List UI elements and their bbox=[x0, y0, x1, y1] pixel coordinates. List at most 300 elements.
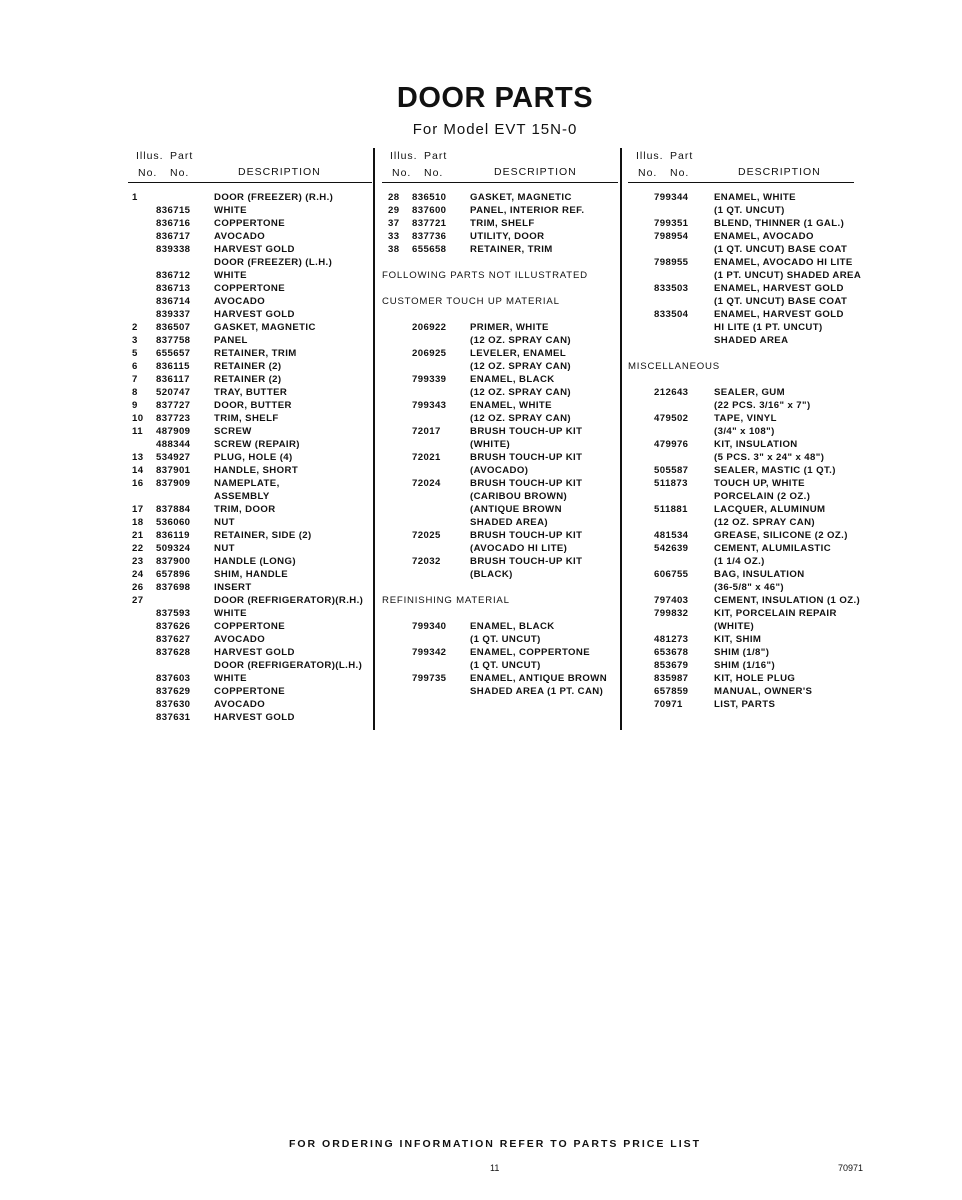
part-number: 837909 bbox=[156, 478, 191, 489]
table-row bbox=[128, 464, 372, 477]
part-description: NUT bbox=[214, 543, 235, 554]
part-description: RETAINER (2) bbox=[214, 374, 282, 385]
ordering-note: FOR ORDERING INFORMATION REFER TO PARTS PRICE LIST bbox=[288, 1138, 702, 1150]
table-row bbox=[128, 607, 372, 620]
part-number: 833504 bbox=[654, 309, 689, 320]
header-illus-no: No. bbox=[138, 167, 158, 179]
part-number: 836715 bbox=[156, 205, 191, 216]
part-description: BRUSH TOUCH-UP KIT bbox=[470, 426, 583, 437]
table-row bbox=[128, 217, 372, 230]
table-row bbox=[628, 334, 854, 347]
part-number: 487909 bbox=[156, 426, 191, 437]
section-heading: FOLLOWING PARTS NOT ILLUSTRATED bbox=[382, 270, 588, 281]
table-row bbox=[128, 477, 372, 490]
header-part: Part bbox=[170, 150, 194, 162]
column-header bbox=[382, 148, 618, 183]
table-row bbox=[628, 438, 854, 451]
part-number: 655658 bbox=[412, 244, 447, 255]
part-description: (CARIBOU BROWN) bbox=[470, 491, 568, 502]
table-row bbox=[128, 711, 372, 724]
table-row bbox=[128, 646, 372, 659]
table-row bbox=[628, 399, 854, 412]
table-row bbox=[628, 659, 854, 672]
part-number: 837631 bbox=[156, 712, 191, 723]
table-row bbox=[628, 646, 854, 659]
part-description: PORCELAIN (2 OZ.) bbox=[714, 491, 811, 502]
parts-column-1 bbox=[128, 148, 372, 724]
table-row bbox=[628, 217, 854, 230]
table-row bbox=[382, 646, 618, 659]
table-row bbox=[382, 659, 618, 672]
part-number: 511873 bbox=[654, 478, 688, 489]
part-description: WHITE bbox=[214, 270, 247, 281]
part-description: (AVOCADO) bbox=[470, 465, 529, 476]
illus-number: 11 bbox=[132, 426, 143, 437]
part-number: 836115 bbox=[156, 361, 190, 372]
table-row bbox=[382, 334, 618, 347]
part-description: BRUSH TOUCH-UP KIT bbox=[470, 452, 583, 463]
part-description: (5 PCS. 3" x 24" x 48") bbox=[714, 452, 825, 463]
section-heading: REFINISHING MATERIAL bbox=[382, 595, 510, 606]
table-row bbox=[382, 191, 618, 204]
part-number: 837884 bbox=[156, 504, 191, 515]
part-description: NUT bbox=[214, 517, 235, 528]
table-row bbox=[382, 360, 618, 373]
part-number: 72024 bbox=[412, 478, 441, 489]
table-row bbox=[382, 633, 618, 646]
column-divider bbox=[373, 148, 375, 730]
part-number: 505587 bbox=[654, 465, 689, 476]
part-description: DOOR, BUTTER bbox=[214, 400, 292, 411]
table-row bbox=[128, 529, 372, 542]
table-row bbox=[628, 685, 854, 698]
illus-number: 24 bbox=[132, 569, 144, 580]
illus-number: 22 bbox=[132, 543, 144, 554]
table-row bbox=[382, 529, 618, 542]
part-description: (12 OZ. SPRAY CAN) bbox=[470, 413, 572, 424]
table-row bbox=[628, 516, 854, 529]
part-number: 212643 bbox=[654, 387, 689, 398]
part-number: 206925 bbox=[412, 348, 447, 359]
table-row bbox=[128, 659, 372, 672]
part-description: KIT, PORCELAIN REPAIR bbox=[714, 608, 837, 619]
part-description: (22 PCS. 3/16" x 7") bbox=[714, 400, 811, 411]
table-row bbox=[128, 620, 372, 633]
part-description: INSERT bbox=[214, 582, 252, 593]
table-row bbox=[128, 633, 372, 646]
part-number: 542639 bbox=[654, 543, 689, 554]
header-part-no: No. bbox=[170, 167, 190, 179]
part-description: DOOR (FREEZER) (R.H.) bbox=[214, 192, 334, 203]
part-number: 839338 bbox=[156, 244, 191, 255]
table-row bbox=[128, 399, 372, 412]
model-subtitle: For Model EVT 15N-0 bbox=[412, 121, 578, 138]
part-number: 799735 bbox=[412, 673, 447, 684]
part-description: BAG, INSULATION bbox=[714, 569, 805, 580]
table-row bbox=[628, 581, 854, 594]
part-description: AVOCADO bbox=[214, 231, 266, 242]
part-number: 837721 bbox=[412, 218, 447, 229]
illus-number: 9 bbox=[132, 400, 138, 411]
illus-number: 5 bbox=[132, 348, 138, 359]
part-description: TRAY, BUTTER bbox=[214, 387, 288, 398]
illus-number: 21 bbox=[132, 530, 144, 541]
part-description: ENAMEL, BLACK bbox=[470, 374, 555, 385]
part-number: 657896 bbox=[156, 569, 191, 580]
part-description: (AVOCADO HI LITE) bbox=[470, 543, 568, 554]
part-number: 836510 bbox=[412, 192, 447, 203]
part-number: 836713 bbox=[156, 283, 191, 294]
part-description: SEALER, MASTIC (1 QT.) bbox=[714, 465, 836, 476]
header-description: DESCRIPTION bbox=[238, 166, 321, 178]
table-row bbox=[382, 412, 618, 425]
illus-number: 38 bbox=[388, 244, 400, 255]
part-number: 797403 bbox=[654, 595, 689, 606]
illus-number: 13 bbox=[132, 452, 144, 463]
part-description: HARVEST GOLD bbox=[214, 309, 295, 320]
table-row bbox=[628, 243, 854, 256]
illus-number: 7 bbox=[132, 374, 138, 385]
table-row bbox=[382, 425, 618, 438]
table-row bbox=[628, 295, 854, 308]
table-row bbox=[128, 386, 372, 399]
part-description: LIST, PARTS bbox=[714, 699, 776, 710]
table-row bbox=[628, 464, 854, 477]
part-number: 657859 bbox=[654, 686, 689, 697]
part-number: 836714 bbox=[156, 296, 191, 307]
part-description: (12 OZ. SPRAY CAN) bbox=[470, 387, 572, 398]
part-number: 655657 bbox=[156, 348, 191, 359]
table-row bbox=[628, 490, 854, 503]
table-row bbox=[128, 568, 372, 581]
part-description: (1 PT. UNCUT) SHADED AREA bbox=[714, 270, 862, 281]
table-row bbox=[628, 698, 854, 711]
header-part-no: No. bbox=[424, 167, 444, 179]
header-part: Part bbox=[424, 150, 448, 162]
table-row bbox=[628, 204, 854, 217]
part-description: NAMEPLATE, bbox=[214, 478, 280, 489]
part-description: (1 QT. UNCUT) BASE COAT bbox=[714, 296, 848, 307]
part-number: 206922 bbox=[412, 322, 447, 333]
part-description: ENAMEL, ANTIQUE BROWN bbox=[470, 673, 608, 684]
part-number: 799832 bbox=[654, 608, 689, 619]
part-description: SHIM, HANDLE bbox=[214, 569, 289, 580]
table-row bbox=[128, 698, 372, 711]
table-row bbox=[128, 191, 372, 204]
illus-number: 8 bbox=[132, 387, 138, 398]
part-number: 479502 bbox=[654, 413, 689, 424]
table-row bbox=[382, 230, 618, 243]
header-illus: Illus. bbox=[636, 150, 664, 162]
part-description: (12 OZ. SPRAY CAN) bbox=[714, 517, 816, 528]
part-description: DOOR (REFRIGERATOR)(R.H.) bbox=[214, 595, 364, 606]
header-illus-no: No. bbox=[638, 167, 658, 179]
table-row bbox=[382, 516, 618, 529]
table-row bbox=[628, 477, 854, 490]
part-number: 798955 bbox=[654, 257, 689, 268]
table-row bbox=[382, 204, 618, 217]
table-row bbox=[382, 347, 618, 360]
table-row bbox=[128, 438, 372, 451]
part-number: 853679 bbox=[654, 660, 689, 671]
table-row bbox=[382, 464, 618, 477]
part-description: TRIM, SHELF bbox=[470, 218, 535, 229]
part-number: 481534 bbox=[654, 530, 689, 541]
part-description: (36-5/8" x 46") bbox=[714, 582, 785, 593]
part-number: 837698 bbox=[156, 582, 191, 593]
table-row bbox=[128, 672, 372, 685]
part-description: WHITE bbox=[214, 205, 247, 216]
table-row bbox=[382, 321, 618, 334]
part-description: HARVEST GOLD bbox=[214, 712, 295, 723]
table-row bbox=[128, 360, 372, 373]
table-row bbox=[628, 672, 854, 685]
part-description: GREASE, SILICONE (2 OZ.) bbox=[714, 530, 848, 541]
part-description: (ANTIQUE BROWN bbox=[470, 504, 562, 515]
part-description: HI LITE (1 PT. UNCUT) bbox=[714, 322, 823, 333]
table-row bbox=[382, 451, 618, 464]
table-row bbox=[128, 347, 372, 360]
part-number: 72032 bbox=[412, 556, 441, 567]
part-description: MANUAL, OWNER'S bbox=[714, 686, 813, 697]
part-description: LACQUER, ALUMINUM bbox=[714, 504, 826, 515]
table-row bbox=[128, 295, 372, 308]
table-row bbox=[628, 555, 854, 568]
part-number: 835987 bbox=[654, 673, 689, 684]
part-number: 837900 bbox=[156, 556, 191, 567]
illus-number: 26 bbox=[132, 582, 144, 593]
table-row bbox=[128, 685, 372, 698]
illus-number: 27 bbox=[132, 595, 144, 606]
part-description: KIT, INSULATION bbox=[714, 439, 798, 450]
illus-number: 37 bbox=[388, 218, 400, 229]
part-description: BRUSH TOUCH-UP KIT bbox=[470, 530, 583, 541]
part-description: TOUCH UP, WHITE bbox=[714, 478, 805, 489]
table-row bbox=[628, 568, 854, 581]
part-number: 799343 bbox=[412, 400, 447, 411]
illus-number: 1 bbox=[132, 192, 138, 203]
illus-number: 2 bbox=[132, 322, 138, 333]
part-description: (1 1/4 OZ.) bbox=[714, 556, 765, 567]
table-row bbox=[382, 620, 618, 633]
part-description: TRIM, SHELF bbox=[214, 413, 279, 424]
part-description: WHITE bbox=[214, 608, 247, 619]
part-number: 833503 bbox=[654, 283, 689, 294]
table-row bbox=[628, 425, 854, 438]
part-description: RETAINER, SIDE (2) bbox=[214, 530, 312, 541]
part-number: 799344 bbox=[654, 192, 689, 203]
header-part-no: No. bbox=[670, 167, 690, 179]
part-number: 837603 bbox=[156, 673, 191, 684]
part-description: SHIM (1/16") bbox=[714, 660, 776, 671]
part-description: ENAMEL, WHITE bbox=[470, 400, 552, 411]
parts-column-3 bbox=[628, 148, 862, 711]
part-description: (1 QT. UNCUT) BASE COAT bbox=[714, 244, 848, 255]
part-description: RETAINER, TRIM bbox=[470, 244, 553, 255]
part-number: 837626 bbox=[156, 621, 191, 632]
illus-number: 6 bbox=[132, 361, 138, 372]
part-number: 836712 bbox=[156, 270, 191, 281]
part-description: (1 QT. UNCUT) bbox=[714, 205, 785, 216]
part-number: 837727 bbox=[156, 400, 191, 411]
part-description: CEMENT, ALUMILASTIC bbox=[714, 543, 832, 554]
table-row bbox=[628, 191, 854, 204]
table-row bbox=[628, 282, 854, 295]
table-row bbox=[628, 594, 861, 607]
table-row bbox=[128, 282, 372, 295]
part-number: 799351 bbox=[654, 218, 689, 229]
table-row bbox=[128, 451, 372, 464]
illus-number: 28 bbox=[388, 192, 400, 203]
part-number: 837629 bbox=[156, 686, 191, 697]
part-number: 839337 bbox=[156, 309, 191, 320]
illus-number: 14 bbox=[132, 465, 144, 476]
part-description: TRIM, DOOR bbox=[214, 504, 276, 515]
table-row bbox=[382, 438, 618, 451]
part-number: 836507 bbox=[156, 322, 191, 333]
table-row bbox=[628, 620, 854, 633]
table-row bbox=[128, 269, 372, 282]
section-heading: MISCELLANEOUS bbox=[628, 361, 720, 372]
table-row bbox=[128, 204, 372, 217]
part-description: ENAMEL, HARVEST GOLD bbox=[714, 283, 844, 294]
document-number: 70971 bbox=[838, 1163, 864, 1173]
part-description: COPPERTONE bbox=[214, 621, 285, 632]
illus-number: 3 bbox=[132, 335, 138, 346]
column-header bbox=[628, 148, 854, 183]
part-description: BRUSH TOUCH-UP KIT bbox=[470, 556, 583, 567]
part-number: 520747 bbox=[156, 387, 191, 398]
table-row bbox=[128, 503, 372, 516]
part-description: HANDLE, SHORT bbox=[214, 465, 299, 476]
part-number: 488344 bbox=[156, 439, 191, 450]
table-row bbox=[128, 243, 372, 256]
part-description: KIT, SHIM bbox=[714, 634, 762, 645]
table-row bbox=[128, 321, 372, 334]
table-row bbox=[628, 308, 854, 321]
illus-number: 23 bbox=[132, 556, 144, 567]
part-description: GASKET, MAGNETIC bbox=[470, 192, 572, 203]
part-description: BLEND, THINNER (1 GAL.) bbox=[714, 218, 845, 229]
part-number: 837600 bbox=[412, 205, 447, 216]
part-description: SHADED AREA (1 PT. CAN) bbox=[470, 686, 604, 697]
table-row bbox=[628, 451, 854, 464]
part-number: 653678 bbox=[654, 647, 689, 658]
part-description: (1 QT. UNCUT) bbox=[470, 634, 541, 645]
table-row bbox=[128, 581, 372, 594]
part-number: 837630 bbox=[156, 699, 191, 710]
illus-number: 17 bbox=[132, 504, 144, 515]
table-row bbox=[128, 555, 372, 568]
table-row bbox=[628, 542, 854, 555]
part-description: HARVEST GOLD bbox=[214, 647, 295, 658]
table-row bbox=[628, 269, 862, 282]
part-description: AVOCADO bbox=[214, 296, 266, 307]
part-description: (1 QT. UNCUT) bbox=[470, 660, 541, 671]
header-description: DESCRIPTION bbox=[494, 166, 577, 178]
part-description: HANDLE (LONG) bbox=[214, 556, 296, 567]
section-heading: CUSTOMER TOUCH UP MATERIAL bbox=[382, 296, 560, 307]
column-header bbox=[128, 148, 372, 183]
table-row bbox=[382, 386, 618, 399]
table-row bbox=[628, 607, 854, 620]
part-number: 481273 bbox=[654, 634, 689, 645]
table-row bbox=[628, 230, 854, 243]
part-description: COPPERTONE bbox=[214, 218, 285, 229]
part-description: SHADED AREA bbox=[714, 335, 789, 346]
part-description: ENAMEL, HARVEST GOLD bbox=[714, 309, 844, 320]
part-description: ENAMEL, AVOCADO bbox=[714, 231, 814, 242]
table-row bbox=[382, 373, 618, 386]
part-description: PLUG, HOLE (4) bbox=[214, 452, 293, 463]
page-title: DOOR PARTS bbox=[396, 82, 594, 114]
table-row bbox=[628, 633, 854, 646]
part-description: ENAMEL, COPPERTONE bbox=[470, 647, 591, 658]
table-row bbox=[382, 399, 618, 412]
illus-number: 16 bbox=[132, 478, 144, 489]
part-description: SHADED AREA) bbox=[470, 517, 548, 528]
part-number: 799339 bbox=[412, 374, 447, 385]
table-row bbox=[382, 503, 618, 516]
part-description: AVOCADO bbox=[214, 699, 266, 710]
part-description: COPPERTONE bbox=[214, 686, 285, 697]
table-row bbox=[128, 334, 372, 347]
table-row bbox=[628, 412, 854, 425]
table-row bbox=[628, 503, 854, 516]
part-description: DOOR (FREEZER) (L.H.) bbox=[214, 257, 333, 268]
part-description: PRIMER, WHITE bbox=[470, 322, 549, 333]
part-number: 837736 bbox=[412, 231, 447, 242]
part-description: (BLACK) bbox=[470, 569, 513, 580]
table-row bbox=[382, 490, 618, 503]
part-description: DOOR (REFRIGERATOR)(L.H.) bbox=[214, 660, 363, 671]
part-number: 837723 bbox=[156, 413, 191, 424]
part-number: 837758 bbox=[156, 335, 191, 346]
part-number: 836717 bbox=[156, 231, 191, 242]
part-number: 836117 bbox=[156, 374, 190, 385]
table-row bbox=[628, 386, 854, 399]
table-row bbox=[628, 256, 854, 269]
table-row bbox=[128, 425, 372, 438]
part-number: 536060 bbox=[156, 517, 191, 528]
part-description: SCREW (REPAIR) bbox=[214, 439, 300, 450]
part-description: COPPERTONE bbox=[214, 283, 285, 294]
part-number: 606755 bbox=[654, 569, 689, 580]
page-number: 11 bbox=[490, 1163, 500, 1173]
part-description: LEVELER, ENAMEL bbox=[470, 348, 567, 359]
parts-column-2 bbox=[382, 148, 618, 698]
header-illus: Illus. bbox=[136, 150, 164, 162]
column-divider bbox=[620, 148, 622, 730]
part-description: (WHITE) bbox=[714, 621, 755, 632]
part-number: 509324 bbox=[156, 543, 191, 554]
illus-number: 10 bbox=[132, 413, 144, 424]
table-row bbox=[128, 594, 372, 607]
illus-number: 29 bbox=[388, 205, 400, 216]
part-number: 837627 bbox=[156, 634, 191, 645]
part-number: 534927 bbox=[156, 452, 191, 463]
table-row bbox=[128, 373, 372, 386]
part-description: WHITE bbox=[214, 673, 247, 684]
table-row bbox=[128, 490, 372, 503]
part-number: 70971 bbox=[654, 699, 683, 710]
part-description: (WHITE) bbox=[470, 439, 511, 450]
part-number: 72021 bbox=[412, 452, 441, 463]
table-row bbox=[382, 243, 618, 256]
part-number: 72025 bbox=[412, 530, 441, 541]
part-description: RETAINER, TRIM bbox=[214, 348, 297, 359]
header-illus: Illus. bbox=[390, 150, 418, 162]
